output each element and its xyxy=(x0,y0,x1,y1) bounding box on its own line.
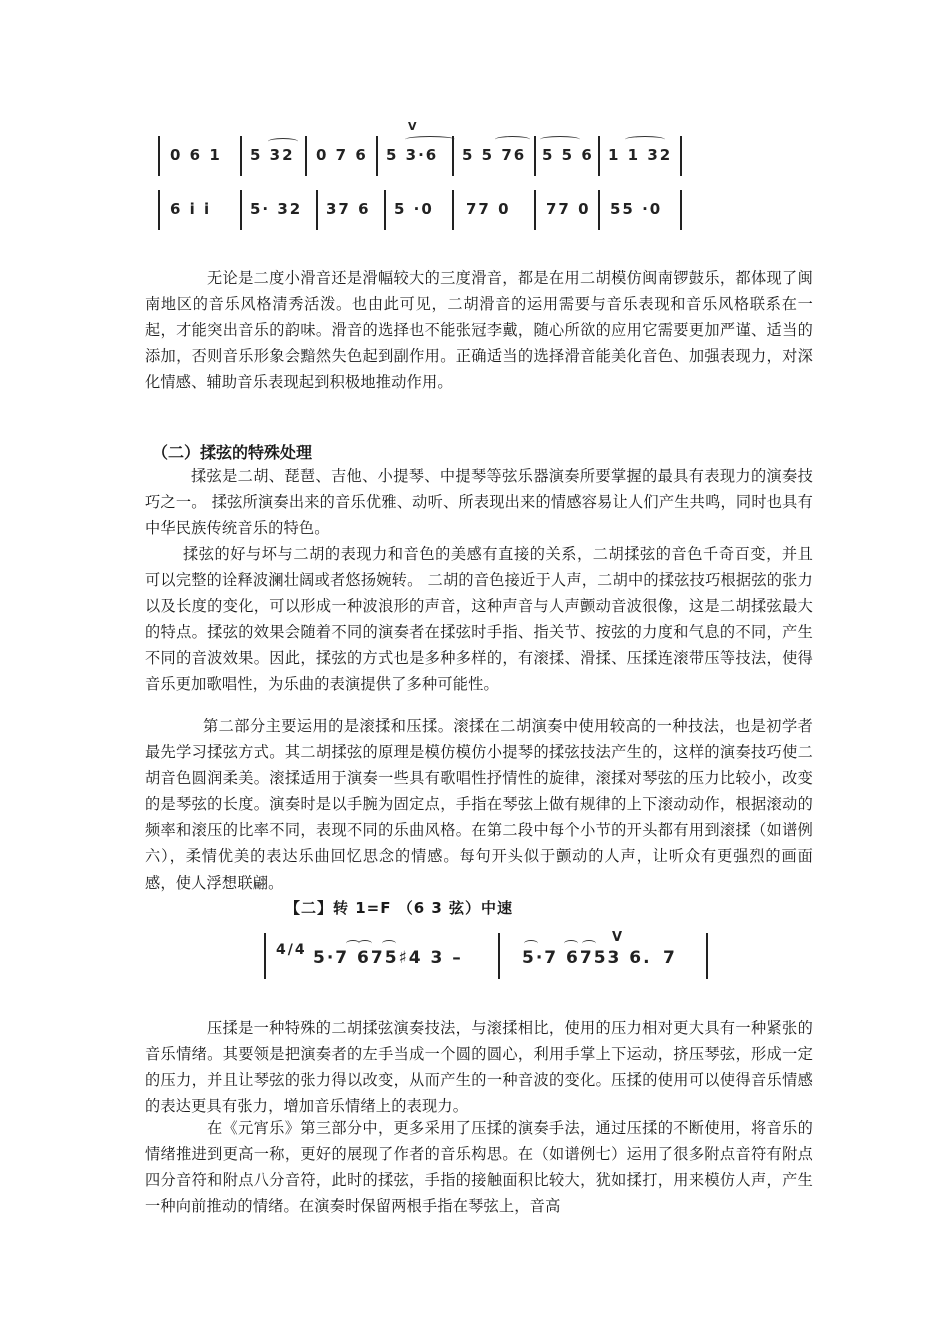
bar-line xyxy=(376,136,378,176)
score-notes: 5·7 6753 6. xyxy=(522,948,652,968)
bar-line xyxy=(498,933,500,979)
score-notes: 1 1 32 xyxy=(608,146,673,164)
score-notes: 5·7 675♯4 3 – xyxy=(313,948,463,968)
bar-line xyxy=(158,190,160,230)
score-notes: 0 7 6 xyxy=(316,146,368,164)
bar-line xyxy=(316,190,318,230)
score-notes: 5 5 76 xyxy=(462,146,527,164)
score-notes: 5 5 6 xyxy=(542,146,594,164)
bar-line xyxy=(158,136,160,176)
body-paragraph: 揉弦是二胡、琵琶、吉他、小提琴、中提琴等弦乐器演奏所要掌握的最具有表现力的演奏技巧之一。 揉弦所演奏出来的音乐优雅、动听、所表现出来的情感容易让人们产生共鸣，同时也具有中华民族传统音乐的特色。 xyxy=(145,467,813,538)
score-notes: 0 6 1 xyxy=(170,146,222,164)
bar-line xyxy=(384,190,386,230)
bar-line xyxy=(305,136,307,176)
score-staff-row xyxy=(150,120,695,176)
bar-line xyxy=(680,190,682,230)
bar-line xyxy=(706,933,708,979)
score-notes: 7 xyxy=(663,948,677,968)
section-heading: （二）揉弦的特殊处理 xyxy=(152,443,313,462)
bar-line xyxy=(598,136,600,176)
bar-line xyxy=(264,933,266,979)
music-score-figure xyxy=(150,118,695,250)
body-paragraph: 压揉是一种特殊的二胡揉弦演奏技法，与滚揉相比，使用的压力相对更大具有一种紧张的音乐情绪。其要领是把演奏者的左手当成一个圆的圆心，利用手掌上下运动，挤压琴弦，形成一定的压力，并且让琴弦的张力得以改变，从而产生的一种音波的变化。压揉的使用可以使得音乐情感的表达更具有张力，增加音乐情绪上的表现力。 xyxy=(145,1019,813,1116)
body-paragraph: 第二部分主要运用的是滚揉和压揉。滚揉在二胡演奏中使用较高的一种技法，也是初学者最先学习揉弦方式。其二胡揉弦的原理是模仿模仿小提琴的揉弦技法产生的，这样的演奏技巧使二胡音色圆润柔美。滚揉适用于演奏一些具有歌唱性抒情性的旋律，滚揉对琴弦的压力比较小，改变的是琴弦的长度。演奏时是以手腕为固定点，手指在琴弦上做有规律的上下滚动动作，根据滚动的频率和滚压的比率不同，表现不同的乐曲风格。在第二段中每个小节的开头都有用到滚揉（如谱例六），柔情优美的表达乐曲回忆思念的情感。每句开头似于颤动的人声，让听众有更强烈的画面感，使人浮想联翩。 xyxy=(145,717,813,892)
bowing-mark: V xyxy=(612,930,623,945)
body-paragraph: 揉弦的好与坏与二胡的表现力和音色的美感有直接的关系，二胡揉弦的音色千奇百变，并且可以完整的诠释波澜壮阔或者悠扬婉转。 二胡的音色接近于人声，二胡中的揉弦技巧根据弦的张力以及长度的变化，可以形成一种波浪形的声音，这种声音与人声颤动音波很像，这是二胡揉弦最大的特点。揉弦的效果会随着不同的演奏者在揉弦时手指、指关节、按弦的力度和气息的不同，产生不同的音波效果。因此，揉弦的方式也是多种多样的，有滚揉、滑揉、压揉连滚带压等技法，使得音乐更加歌唱性，为乐曲的表演提供了多种可能性。 xyxy=(145,545,813,694)
slur-mark xyxy=(625,136,665,143)
slur-mark xyxy=(495,136,530,143)
score-notes: 5 ·0 xyxy=(394,200,434,218)
bar-line xyxy=(534,190,536,230)
score-notes: 6 i i xyxy=(170,200,212,218)
score-notes: 55 ·0 xyxy=(610,200,663,218)
score-notes: 77 0 xyxy=(466,200,511,218)
time-signature: 4/4 xyxy=(276,942,307,958)
slur-mark xyxy=(382,940,396,947)
score-staff-row xyxy=(150,190,695,230)
score-title: 【二】转 1=F （6 3 弦）中速 xyxy=(285,899,514,917)
bowing-mark: V xyxy=(408,120,417,133)
score-notes: 5 3·6 xyxy=(386,146,439,164)
slur-mark xyxy=(405,136,455,143)
slur-mark xyxy=(540,136,580,143)
bar-line xyxy=(680,136,682,176)
body-paragraph: 在《元宵乐》第三部分中，更多采用了压揉的演奏手法，通过压揉的不断使用，将音乐的情绪推进到更高一称，更好的展现了作者的音乐构思。在（如谱例七）运用了很多附点音符有附点四分音符和附点八分音符，此时的揉弦，手指的接触面积比较大，犹如揉打，用来模仿人声，产生一种向前推动的情绪。在演奏时保留两根手指在琴弦上，音高 xyxy=(145,1119,813,1216)
bar-line xyxy=(240,136,242,176)
slur-mark xyxy=(582,940,596,947)
score-notes: 5· 32 xyxy=(250,200,303,218)
bar-line xyxy=(452,190,454,230)
score-notes: 37 6 xyxy=(326,200,371,218)
music-score-figure xyxy=(258,928,718,988)
slur-mark xyxy=(564,940,578,947)
slur-mark xyxy=(358,940,372,947)
score-notes: 77 0 xyxy=(546,200,591,218)
score-notes: 5 32 xyxy=(250,146,295,164)
body-paragraph: 无论是二度小滑音还是滑幅较大的三度滑音，都是在用二胡模仿闽南锣鼓乐，都体现了闽南地区的音乐风格清秀活泼。也由此可见，二胡滑音的运用需要与音乐表现和音乐风格联系在一起，才能突出音乐的韵味。滑音的选择也不能张冠李戴，随心所欲的应用它需要更加严谨、适当的添加，否则音乐形象会黯然失色起到副作用。正确适当的选择滑音能美化音色、加强表现力，对深化情感、辅助音乐表现起到积极地推动作用。 xyxy=(145,269,813,392)
slur-mark xyxy=(268,138,298,145)
slur-mark xyxy=(524,940,538,947)
bar-line xyxy=(598,190,600,230)
bar-line xyxy=(240,190,242,230)
bar-line xyxy=(534,136,536,176)
